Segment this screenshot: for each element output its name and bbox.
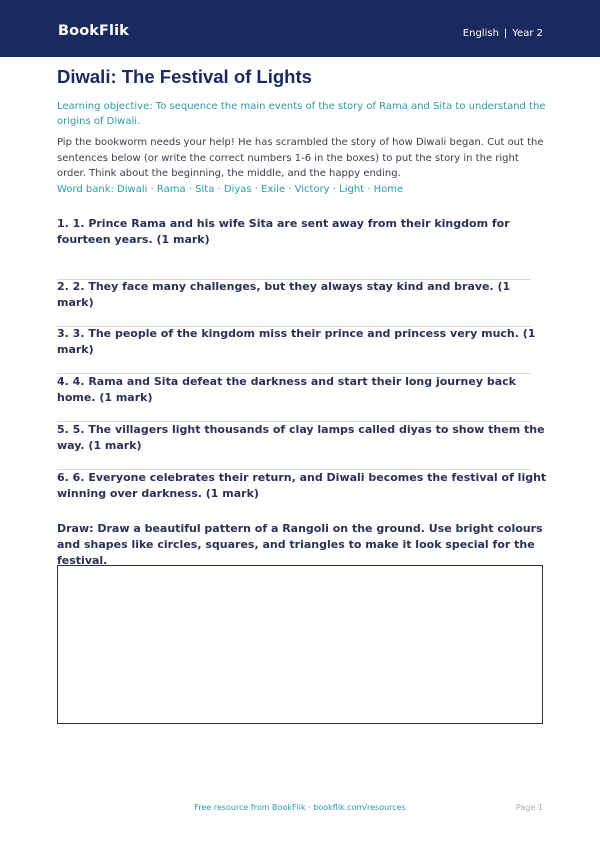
page-number: Page 1 bbox=[516, 803, 543, 812]
word-bank: Word bank: Diwali · Rama · Sita · Diyas · Exile · Victory · Light · Home bbox=[57, 184, 404, 195]
separator: | bbox=[503, 28, 508, 39]
worksheet-title: Diwali: The Festival of Lights bbox=[57, 66, 312, 87]
drawing-box[interactable] bbox=[57, 565, 543, 724]
question-5: 5. 5. The villagers light thousands of clay lamps called diyas to show them the way. (1 mark) bbox=[57, 423, 545, 452]
year-label: Year 2 bbox=[512, 28, 543, 39]
question-1: 1. 1. Prince Rama and his wife Sita are sent away from their kingdom for fourteen years. (1 mark) bbox=[57, 217, 510, 246]
subject-year bbox=[463, 28, 543, 39]
question-3: 3. 3. The people of the kingdom miss their prince and princess very much. (1 mark) bbox=[57, 327, 536, 356]
brand-logo[interactable]: BookFlik bbox=[58, 23, 129, 39]
footer-text: Free resource from BookFlik · bookflik.com/resources bbox=[194, 803, 406, 812]
question-6: 6. 6. Everyone celebrates their return, and Diwali becomes the festival of light winning over darkness. (1 mark) bbox=[57, 471, 547, 500]
learning-objective: Learning objective: To sequence the main events of the story of Rama and Sita to understand the origins of Diwali. bbox=[57, 101, 546, 127]
instructions: Pip the bookworm needs your help! He has scrambled the story of how Diwali began. Cut out the sentences below (or write the correct numbers 1-6 in the boxes) to put the story in the right order. Think about the beginning, the middle, and the happy ending. bbox=[57, 137, 544, 179]
subject-label: English bbox=[462, 28, 499, 39]
question-2: 2. 2. They face many challenges, but they always stay kind and brave. (1 mark) bbox=[57, 280, 511, 309]
question-4: 4. 4. Rama and Sita defeat the darkness and start their long journey back home. (1 mark) bbox=[57, 375, 516, 404]
page-header bbox=[0, 0, 600, 57]
draw-prompt: Draw: Draw a beautiful pattern of a Rangoli on the ground. Use bright colours and shapes like circles, squares, and triangles to make it look special for the festival. bbox=[57, 522, 543, 567]
